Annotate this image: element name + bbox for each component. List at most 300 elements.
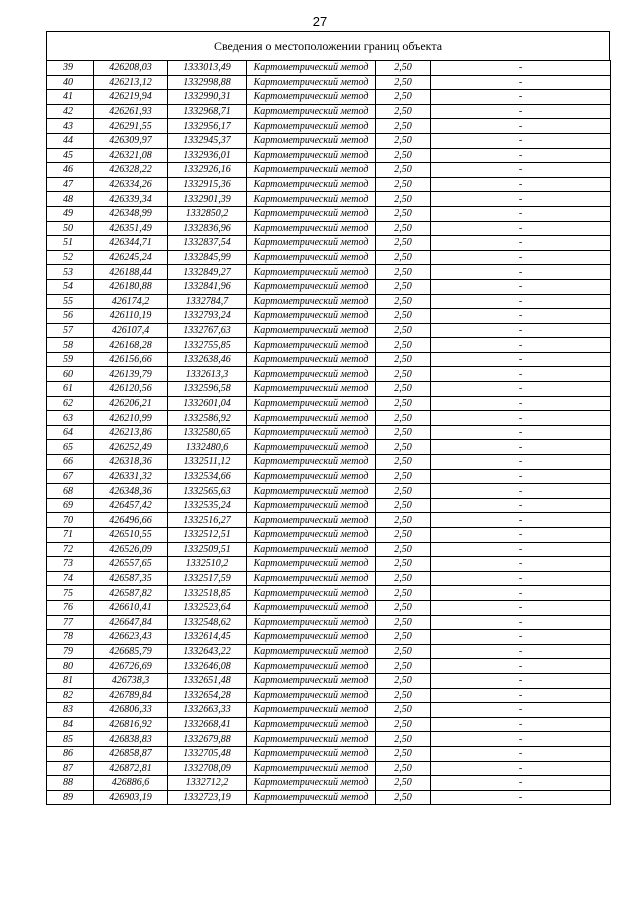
coord-x-cell: 426339,34 (94, 192, 168, 207)
table-row (47, 396, 611, 411)
page-number: 27 (312, 14, 328, 29)
table-row (47, 163, 611, 178)
coord-y-cell: 1332767,63 (168, 323, 247, 338)
accuracy-cell: 2,50 (376, 411, 431, 426)
description-cell: - (431, 177, 611, 192)
coord-y-cell: 1332534,66 (168, 469, 247, 484)
description-cell: - (431, 703, 611, 718)
description-cell: - (431, 644, 611, 659)
table-row (47, 659, 611, 674)
description-cell: - (431, 717, 611, 732)
accuracy-cell: 2,50 (376, 309, 431, 324)
coord-x-cell: 426110,19 (94, 309, 168, 324)
point-number-cell: 56 (47, 309, 94, 324)
coord-x-cell: 426348,99 (94, 206, 168, 221)
accuracy-cell: 2,50 (376, 761, 431, 776)
table-row (47, 265, 611, 280)
point-number-cell: 88 (47, 776, 94, 791)
coord-y-cell: 1332601,04 (168, 396, 247, 411)
coord-y-cell: 1332596,58 (168, 382, 247, 397)
accuracy-cell: 2,50 (376, 498, 431, 513)
table-row (47, 703, 611, 718)
point-number-cell: 39 (47, 61, 94, 76)
method-cell: Картометрический метод (247, 513, 376, 528)
description-cell: - (431, 746, 611, 761)
coord-y-cell: 1332901,39 (168, 192, 247, 207)
coord-x-cell: 426647,84 (94, 615, 168, 630)
method-cell: Картометрический метод (247, 528, 376, 543)
coord-y-cell: 1333013,49 (168, 61, 247, 76)
table-row (47, 455, 611, 470)
coord-x-cell: 426120,56 (94, 382, 168, 397)
coord-x-cell: 426526,09 (94, 542, 168, 557)
description-cell: - (431, 221, 611, 236)
accuracy-cell: 2,50 (376, 265, 431, 280)
coord-y-cell: 1332480,6 (168, 440, 247, 455)
coord-y-cell: 1332613,3 (168, 367, 247, 382)
table-row (47, 542, 611, 557)
table-row (47, 382, 611, 397)
table-row (47, 586, 611, 601)
accuracy-cell: 2,50 (376, 236, 431, 251)
coord-x-cell: 426213,12 (94, 75, 168, 90)
point-number-cell: 49 (47, 206, 94, 221)
accuracy-cell: 2,50 (376, 776, 431, 791)
coord-y-cell: 1332548,62 (168, 615, 247, 630)
coord-y-cell: 1332990,31 (168, 90, 247, 105)
point-number-cell: 78 (47, 630, 94, 645)
description-cell: - (431, 148, 611, 163)
table-row (47, 192, 611, 207)
description-cell: - (431, 732, 611, 747)
coord-y-cell: 1332708,09 (168, 761, 247, 776)
point-number-cell: 74 (47, 571, 94, 586)
table-row (47, 528, 611, 543)
table-row (47, 367, 611, 382)
table-row (47, 294, 611, 309)
coord-y-cell: 1332510,2 (168, 557, 247, 572)
coord-y-cell: 1332643,22 (168, 644, 247, 659)
point-number-cell: 71 (47, 528, 94, 543)
method-cell: Картометрический метод (247, 571, 376, 586)
point-number-cell: 58 (47, 338, 94, 353)
point-number-cell: 65 (47, 440, 94, 455)
description-cell: - (431, 673, 611, 688)
coord-y-cell: 1332679,88 (168, 732, 247, 747)
table-row (47, 425, 611, 440)
coord-x-cell: 426107,4 (94, 323, 168, 338)
accuracy-cell: 2,50 (376, 600, 431, 615)
method-cell: Картометрический метод (247, 338, 376, 353)
method-cell: Картометрический метод (247, 206, 376, 221)
coord-y-cell: 1332845,99 (168, 250, 247, 265)
method-cell: Картометрический метод (247, 75, 376, 90)
method-cell: Картометрический метод (247, 90, 376, 105)
coord-x-cell: 426168,28 (94, 338, 168, 353)
accuracy-cell: 2,50 (376, 644, 431, 659)
table-row (47, 498, 611, 513)
table-row (47, 90, 611, 105)
description-cell: - (431, 513, 611, 528)
accuracy-cell: 2,50 (376, 75, 431, 90)
coord-y-cell: 1332663,33 (168, 703, 247, 718)
coord-x-cell: 426903,19 (94, 790, 168, 805)
coord-x-cell: 426331,32 (94, 469, 168, 484)
description-cell: - (431, 382, 611, 397)
table-title: Сведения о местоположении границ объекта (213, 38, 443, 53)
table-row (47, 615, 611, 630)
table-row (47, 309, 611, 324)
method-cell: Картометрический метод (247, 557, 376, 572)
method-cell: Картометрический метод (247, 542, 376, 557)
description-cell: - (431, 104, 611, 119)
point-number-cell: 85 (47, 732, 94, 747)
description-cell: - (431, 163, 611, 178)
description-cell: - (431, 250, 611, 265)
coord-x-cell: 426623,43 (94, 630, 168, 645)
method-cell: Картометрический метод (247, 61, 376, 76)
coord-y-cell: 1332837,54 (168, 236, 247, 251)
coord-y-cell: 1332646,08 (168, 659, 247, 674)
method-cell: Картометрический метод (247, 440, 376, 455)
point-number-cell: 40 (47, 75, 94, 90)
accuracy-cell: 2,50 (376, 542, 431, 557)
coord-x-cell: 426252,49 (94, 440, 168, 455)
accuracy-cell: 2,50 (376, 133, 431, 148)
coord-y-cell: 1332915,36 (168, 177, 247, 192)
coord-x-cell: 426806,33 (94, 703, 168, 718)
accuracy-cell: 2,50 (376, 192, 431, 207)
table-row (47, 75, 611, 90)
method-cell: Картометрический метод (247, 192, 376, 207)
point-number-cell: 51 (47, 236, 94, 251)
method-cell: Картометрический метод (247, 717, 376, 732)
table-row (47, 352, 611, 367)
method-cell: Картометрический метод (247, 352, 376, 367)
table-row (47, 673, 611, 688)
coord-y-cell: 1332936,01 (168, 148, 247, 163)
method-cell: Картометрический метод (247, 163, 376, 178)
description-cell: - (431, 615, 611, 630)
accuracy-cell: 2,50 (376, 279, 431, 294)
accuracy-cell: 2,50 (376, 571, 431, 586)
coord-y-cell: 1332516,27 (168, 513, 247, 528)
method-cell: Картометрический метод (247, 586, 376, 601)
description-cell: - (431, 790, 611, 805)
accuracy-cell: 2,50 (376, 119, 431, 134)
method-cell: Картометрический метод (247, 236, 376, 251)
coord-x-cell: 426510,55 (94, 528, 168, 543)
coord-y-cell: 1332511,12 (168, 455, 247, 470)
method-cell: Картометрический метод (247, 673, 376, 688)
table-row (47, 557, 611, 572)
point-number-cell: 42 (47, 104, 94, 119)
point-number-cell: 77 (47, 615, 94, 630)
method-cell: Картометрический метод (247, 469, 376, 484)
coord-x-cell: 426351,49 (94, 221, 168, 236)
description-cell: - (431, 352, 611, 367)
description-cell: - (431, 571, 611, 586)
table-row (47, 440, 611, 455)
point-number-cell: 67 (47, 469, 94, 484)
description-cell: - (431, 425, 611, 440)
method-cell: Картометрический метод (247, 119, 376, 134)
method-cell: Картометрический метод (247, 761, 376, 776)
table-row (47, 630, 611, 645)
method-cell: Картометрический метод (247, 104, 376, 119)
accuracy-cell: 2,50 (376, 630, 431, 645)
description-cell: - (431, 236, 611, 251)
description-cell: - (431, 192, 611, 207)
point-number-cell: 61 (47, 382, 94, 397)
method-cell: Картометрический метод (247, 425, 376, 440)
method-cell: Картометрический метод (247, 309, 376, 324)
accuracy-cell: 2,50 (376, 484, 431, 499)
coord-y-cell: 1332956,17 (168, 119, 247, 134)
method-cell: Картометрический метод (247, 411, 376, 426)
coord-y-cell: 1332586,92 (168, 411, 247, 426)
accuracy-cell: 2,50 (376, 790, 431, 805)
accuracy-cell: 2,50 (376, 659, 431, 674)
coord-y-cell: 1332849,27 (168, 265, 247, 280)
accuracy-cell: 2,50 (376, 528, 431, 543)
coord-y-cell: 1332614,45 (168, 630, 247, 645)
table-row (47, 177, 611, 192)
description-cell: - (431, 600, 611, 615)
method-cell: Картометрический метод (247, 221, 376, 236)
coord-x-cell: 426156,66 (94, 352, 168, 367)
description-cell: - (431, 75, 611, 90)
point-number-cell: 53 (47, 265, 94, 280)
coord-y-cell: 1332850,2 (168, 206, 247, 221)
coord-x-cell: 426685,79 (94, 644, 168, 659)
table-row (47, 761, 611, 776)
method-cell: Картометрический метод (247, 644, 376, 659)
point-number-cell: 52 (47, 250, 94, 265)
description-cell: - (431, 542, 611, 557)
method-cell: Картометрический метод (247, 746, 376, 761)
description-cell: - (431, 557, 611, 572)
accuracy-cell: 2,50 (376, 382, 431, 397)
description-cell: - (431, 469, 611, 484)
method-cell: Картометрический метод (247, 177, 376, 192)
table-row (47, 469, 611, 484)
table-row (47, 148, 611, 163)
accuracy-cell: 2,50 (376, 206, 431, 221)
accuracy-cell: 2,50 (376, 673, 431, 688)
accuracy-cell: 2,50 (376, 732, 431, 747)
description-cell: - (431, 338, 611, 353)
coord-y-cell: 1332723,19 (168, 790, 247, 805)
coord-x-cell: 426334,26 (94, 177, 168, 192)
point-number-cell: 81 (47, 673, 94, 688)
coord-y-cell: 1332968,71 (168, 104, 247, 119)
coord-y-cell: 1332668,41 (168, 717, 247, 732)
table-row (47, 221, 611, 236)
description-cell: - (431, 411, 611, 426)
coord-x-cell: 426557,65 (94, 557, 168, 572)
method-cell: Картометрический метод (247, 396, 376, 411)
accuracy-cell: 2,50 (376, 615, 431, 630)
description-cell: - (431, 498, 611, 513)
accuracy-cell: 2,50 (376, 338, 431, 353)
point-number-cell: 45 (47, 148, 94, 163)
table-row (47, 732, 611, 747)
method-cell: Картометрический метод (247, 790, 376, 805)
accuracy-cell: 2,50 (376, 148, 431, 163)
coord-x-cell: 426321,08 (94, 148, 168, 163)
coord-x-cell: 426328,22 (94, 163, 168, 178)
coord-y-cell: 1332784,7 (168, 294, 247, 309)
table-row (47, 338, 611, 353)
coord-y-cell: 1332998,88 (168, 75, 247, 90)
coord-x-cell: 426348,36 (94, 484, 168, 499)
point-number-cell: 41 (47, 90, 94, 105)
table-row (47, 279, 611, 294)
method-cell: Картометрический метод (247, 688, 376, 703)
table-row (47, 600, 611, 615)
coord-y-cell: 1332945,37 (168, 133, 247, 148)
description-cell: - (431, 206, 611, 221)
point-number-cell: 57 (47, 323, 94, 338)
table-row (47, 513, 611, 528)
coord-x-cell: 426180,88 (94, 279, 168, 294)
coord-x-cell: 426139,79 (94, 367, 168, 382)
method-cell: Картометрический метод (247, 279, 376, 294)
coord-x-cell: 426610,41 (94, 600, 168, 615)
description-cell: - (431, 659, 611, 674)
coord-y-cell: 1332705,48 (168, 746, 247, 761)
table-row (47, 717, 611, 732)
coord-x-cell: 426858,87 (94, 746, 168, 761)
point-number-cell: 54 (47, 279, 94, 294)
point-number-cell: 76 (47, 600, 94, 615)
accuracy-cell: 2,50 (376, 221, 431, 236)
coord-y-cell: 1332565,63 (168, 484, 247, 499)
table-row (47, 688, 611, 703)
table-row (47, 104, 611, 119)
coord-x-cell: 426188,44 (94, 265, 168, 280)
coord-x-cell: 426587,35 (94, 571, 168, 586)
coord-x-cell: 426174,2 (94, 294, 168, 309)
accuracy-cell: 2,50 (376, 703, 431, 718)
point-number-cell: 62 (47, 396, 94, 411)
description-cell: - (431, 455, 611, 470)
coord-y-cell: 1332755,85 (168, 338, 247, 353)
point-number-cell: 50 (47, 221, 94, 236)
method-cell: Картометрический метод (247, 659, 376, 674)
coord-x-cell: 426318,36 (94, 455, 168, 470)
description-cell: - (431, 90, 611, 105)
coord-y-cell: 1332512,51 (168, 528, 247, 543)
coord-x-cell: 426738,3 (94, 673, 168, 688)
point-number-cell: 86 (47, 746, 94, 761)
table-row (47, 484, 611, 499)
description-cell: - (431, 484, 611, 499)
accuracy-cell: 2,50 (376, 557, 431, 572)
point-number-cell: 47 (47, 177, 94, 192)
coord-y-cell: 1332793,24 (168, 309, 247, 324)
coord-x-cell: 426291,55 (94, 119, 168, 134)
coord-x-cell: 426245,24 (94, 250, 168, 265)
coord-y-cell: 1332926,16 (168, 163, 247, 178)
point-number-cell: 64 (47, 425, 94, 440)
method-cell: Картометрический метод (247, 367, 376, 382)
description-cell: - (431, 776, 611, 791)
description-cell: - (431, 309, 611, 324)
coord-y-cell: 1332523,64 (168, 600, 247, 615)
method-cell: Картометрический метод (247, 323, 376, 338)
point-number-cell: 73 (47, 557, 94, 572)
coord-x-cell: 426208,03 (94, 61, 168, 76)
point-number-cell: 63 (47, 411, 94, 426)
table-row (47, 236, 611, 251)
table-row (47, 133, 611, 148)
accuracy-cell: 2,50 (376, 455, 431, 470)
coord-x-cell: 426726,69 (94, 659, 168, 674)
coord-x-cell: 426206,21 (94, 396, 168, 411)
accuracy-cell: 2,50 (376, 177, 431, 192)
method-cell: Картометрический метод (247, 703, 376, 718)
coord-x-cell: 426587,82 (94, 586, 168, 601)
coord-y-cell: 1332535,24 (168, 498, 247, 513)
table-row (47, 571, 611, 586)
coord-x-cell: 426457,42 (94, 498, 168, 513)
description-cell: - (431, 367, 611, 382)
coord-x-cell: 426213,86 (94, 425, 168, 440)
description-cell: - (431, 61, 611, 76)
coordinates-table (46, 60, 611, 805)
point-number-cell: 72 (47, 542, 94, 557)
description-cell: - (431, 761, 611, 776)
coord-x-cell: 426210,99 (94, 411, 168, 426)
description-cell: - (431, 688, 611, 703)
accuracy-cell: 2,50 (376, 425, 431, 440)
coord-x-cell: 426886,6 (94, 776, 168, 791)
method-cell: Картометрический метод (247, 600, 376, 615)
table-row (47, 206, 611, 221)
method-cell: Картометрический метод (247, 382, 376, 397)
coordinates-table-body (47, 61, 611, 805)
method-cell: Картометрический метод (247, 776, 376, 791)
table-row (47, 790, 611, 805)
point-number-cell: 60 (47, 367, 94, 382)
point-number-cell: 89 (47, 790, 94, 805)
method-cell: Картометрический метод (247, 498, 376, 513)
accuracy-cell: 2,50 (376, 61, 431, 76)
accuracy-cell: 2,50 (376, 717, 431, 732)
accuracy-cell: 2,50 (376, 513, 431, 528)
coord-y-cell: 1332841,96 (168, 279, 247, 294)
coord-x-cell: 426872,81 (94, 761, 168, 776)
coord-x-cell: 426309,97 (94, 133, 168, 148)
point-number-cell: 70 (47, 513, 94, 528)
method-cell: Картометрический метод (247, 294, 376, 309)
point-number-cell: 68 (47, 484, 94, 499)
coord-y-cell: 1332517,59 (168, 571, 247, 586)
point-number-cell: 59 (47, 352, 94, 367)
method-cell: Картометрический метод (247, 732, 376, 747)
coord-x-cell: 426816,92 (94, 717, 168, 732)
point-number-cell: 66 (47, 455, 94, 470)
coord-x-cell: 426496,66 (94, 513, 168, 528)
accuracy-cell: 2,50 (376, 367, 431, 382)
description-cell: - (431, 279, 611, 294)
table-row (47, 119, 611, 134)
table-row (47, 61, 611, 76)
point-number-cell: 80 (47, 659, 94, 674)
point-number-cell: 55 (47, 294, 94, 309)
